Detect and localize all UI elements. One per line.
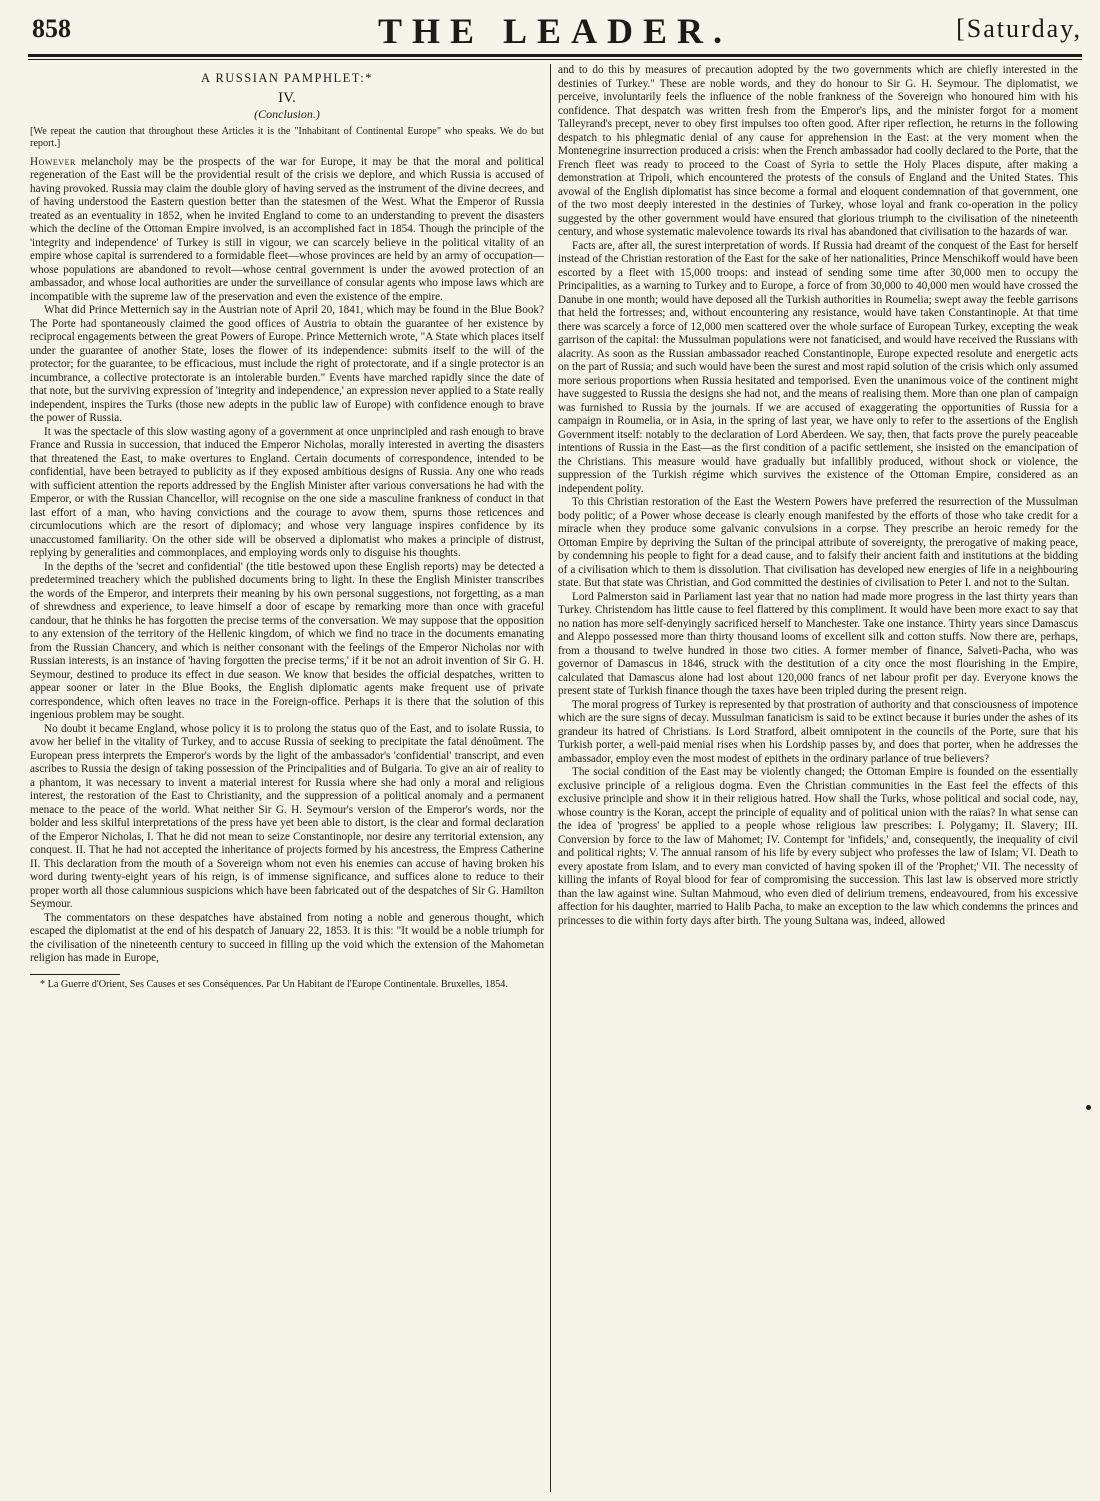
article-part-number: IV. (278, 89, 296, 106)
paragraph: In the depths of the 'secret and confidential' (the title bestowed upon these English reports) may be detected a predetermined treachery which the published documents bring to light. In these the English Minister transcribes the words of the Emperor, and interprets their meaning by his own personal suggestions, not forgetting, as a man of shrewdness and experience, to leave himself a door of escape by remarking more than once with graceful candour, that he thinks he has forgotten the precise terms of the conversation. We may suppose that the opposition to any extension of the territory of the Hellenic kingdom, of which we find no trace in the documents emanating from the Russian Chancery, and which is neither consonant with the feelings of the Emperor Nicholas nor with Russian interests, is an instance of 'having forgotten the precise terms,' if it be not an adroit invention of Sir G. H. Seymour, destined to produce its effect in due season. We know that besides the official despatches, written to appear sooner or later in the Blue Books, the English diplomatic agents make frequent use of private correspondence, which often leaves no trace in the Foreign-office. Perhaps it is there that the solution of this ingenious problem may be sought. (30, 560, 544, 721)
opening-word: However (30, 155, 76, 168)
paragraph-text: melancholy may be the prospects of the war for Europe, it may be that the moral and political regeneration of the East will be the providential result of the crisis we deplore, and which Russia is accused of having provoked. Russia may claim the double glory of having served as the instrument of the divine decrees, and of having understood the Eastern question better than the statesmen of the West. What the Emperor of Russia treated as an eventuality in 1852, when he invited England to come to an understanding to prevent the disasters which the decline of the Ottoman Empire involved, is an accomplished fact in 1854. Though the principle of the 'integrity and independence' of Turkey is still in vigour, we can scarcely believe in the political vitality of an empire whose capital is surrendered to a formidable fleet—whose provinces are held by an army of occupation—whose populations are abandoned to revolt—whose central government is under the avowed protection of an ambassador, and whose local authorities are under the surveillance of consular agents who impose laws which are incompatible with the supreme law of the preservation and even the existence of the empire. (30, 155, 544, 303)
masthead (28, 8, 1082, 52)
page-number: 858 (32, 14, 71, 43)
issue-day: [Saturday, (956, 14, 1082, 43)
paragraph: No doubt it became England, whose policy it is to prolong the status quo of the East, and to isolate Russia, to avow her belief in the vitality of Turkey, and to accuse Russia of seeking to precipitate the fatal dénoûment. The European press interprets the Emperor's words by the light of the ambassador's 'confidential' transcript, and even ascribes to Russia the design of taking possession of the Principalities and of Bulgaria. To give an air of reality to a phantom, it was necessary to invent a material interest for Russia where she had only a moral and religious interest, the restoration of the East to Christianity, and the suppression of a political anomaly and a permanent menace to the peace of the world. What neither Sir G. H. Seymour's version of the Emperor's words, nor the bolder and less skilful interpretations of the press have yet been able to distort, is the clear and formal declaration of the Emperor Nicholas, I. That he did not mean to seize Constantinople, nor desire any territorial extension, any conquest. II. That he had not accepted the inheritance of projects formed by his ancestress, the Empress Catherine II. This declaration from the mouth of a Sovereign whom not even his enemies can accuse of having broken his word during twenty-eight years of his reign, is of immense significance, and suffices alone to reduce to their proper worth all those calumnious suspicions which have been fabricated out of the despatches of Sir G. Hamilton Seymour. (30, 722, 544, 910)
footnote: * La Guerre d'Orient, Ses Causes et ses Conséquences. Par Un Habitant de l'Europe Continentale. Bruxelles, 1854. (40, 978, 508, 990)
column-divider (550, 64, 551, 1492)
paragraph: The social condition of the East may be violently changed; the Ottoman Empire is founded on the essentially exclusive principle of a religious dogma. Even the Christian communities in the East feel the effects of this exclusive principle and show it in their religious hatred. How shall the Turks, whose political and social code, nay, whose country is the Koran, accept the principle of equality and of political union with the raïas? In what sense can the idea of 'progress' be applied to a people whose religious law prescribes: I. Polygamy; II. Slavery; III. Conversion by force to the law of Mahomet; IV. Contempt for 'infidels,' and, consequently, the inequality of civil and political rights; V. The annual ransom of his life by every subject who professes the law of Islam; VI. Death to every apostate from Islam, and to every man convicted of having spoken ill of the 'Prophet;' VII. The necessity of killing the infants of Royal blood for fear of compromising the succession. This last law is observed more strictly than the law against wine. Sultan Mahmoud, who even died of delirium tremens, endeavoured, from his excessive affection for his daughter, married to Halib Pacha, to make an exception to the law which condemns the princes and princesses to die within forty days after birth. The young Sultana was, indeed, allowed (558, 766, 1078, 927)
paragraph: It was the spectacle of this slow wasting agony of a government at once unprincipled and rash enough to brave France and Russia in succession, that induced the Emperor Nicholas, morally interested in averting the disasters that threatened the East, to make overtures to England. Certain documents of correspondence, intended to be confidential, have been betrayed to publicity as if they exposed ambitious designs of Russia. Any one who reads with sufficient attention the reports addressed by the English Minister after various conversations he had with the Emperor, or with the Russian Chancellor, will recognise on the one side a masculine frankness of conduct in that last effort of a man, who having convictions and the courage to avow them, spurns those reticences and circumlocutions which are the resort of diplomacy; and whose very language inspires confidence by its unaccustomed familiarity. On the other side will be observed a diplomatist who makes a principle of distrust, replying by generalities and commonplaces, and employing words only to disguise his thoughts. (30, 425, 544, 559)
article-subtitle: (Conclusion.) (254, 107, 320, 121)
paragraph: The commentators on these despatches have abstained from noting a noble and generous thought, which escaped the diplomatist at the end of his despatch of January 22, 1853. It is this: "It would be a noble triumph for the civilisation of the nineteenth century to succeed in filling up the void which the extension of the Mahometan religion has made in Europe, (30, 911, 544, 964)
editor-note: [We repeat the caution that throughout these Articles it is the "Inhabitant of Continental Europe" who speaks. We do but report.] (30, 125, 544, 149)
margin-dot-mark (1086, 1105, 1091, 1110)
paragraph: The moral progress of Turkey is represented by that prostration of authority and that consciousness of impotence which are the sure signs of decay. Mussulman fanaticism is said to be extinct because it buries under the ashes of its grandeur its hatred of Christians. Is Lord Stratford, albeit omnipotent in the councils of the Porte, sure that his Turkish porter, a well-paid menial rises when his Lordship passes by, and does that porter, when he addresses the ambassador, employ even the most modest of epithets in the ordinary parlance of true believers? (558, 698, 1078, 765)
paragraph: What did Prince Metternich say in the Austrian note of April 20, 1841, which may be found in the Blue Book? The Porte had spontaneously claimed the good offices of Austria to obtain the guarantee of her existence by reciprocal engagements between the great Powers of Europe. Prince Metternich wrote, "A State which places itself under the guarantee of another State, loses the flower of its independence: submits itself to the will of the protector; for the guarantee, to be efficacious, must include the right of protectorate, and if a single protector is an incumbrance, a collective protectorate is an intolerable burden." Events have marched rapidly since the date of that note, but the surviving expression of 'integrity and independence,' an expression never applied to a State really independent, inspires the Turks (those new adepts in the public law of Europe) with confidence enough to brave the power of Russia. (30, 304, 544, 424)
paragraph: Lord Palmerston said in Parliament last year that no nation had made more progress in the last thirty years than Turkey. Christendom has little cause to feel flattered by this compliment. It would have been more exact to say that no nation has more self-denyingly sacrificed herself to Manchester. Take one instance. Thirty years since Damascus and Aleppo possessed more than thirty thousand looms of excellent silk and cotton stuffs. Now there are, perhaps, from a thousand to twelve hundred in those two cities. A former member of finance, Salveti-Pacha, who was governor of Damascus in 1846, struck with the destitution of a city once the most flourishing in the Empire, calculated that Damascus alone had lost about 120,000 francs of net labour profit per day. Everyone knows the present state of Turkish finance though the taxes have been tripled during the present reign. (558, 590, 1078, 697)
paragraph (30, 156, 544, 305)
masthead-rule-thin (28, 59, 1082, 60)
footnote-rule (30, 974, 120, 975)
newspaper-title: THE LEADER. (377, 11, 733, 51)
left-column (30, 64, 544, 1492)
paragraph: and to do this by measures of precaution adopted by the two governments which are chiefly interested in the destinies of Turkey." These are noble words, and they do honour to Sir G. H. Seymour. The diplomatist, we perceive, involuntarily feels the influence of the noble frankness of the Sovereign who honoured him with his confidence. That despatch was written fresh from the Emperor's lips, and the minister forgot for a moment Talleyrand's precept, never to obey first impulses too often good. After riper reflection, he returns in the following despatch to his phlegmatic denial of any cause for apprehension in the East: at the very moment when the Montenegrine insurrection produced a crisis: when the French ambassador had coolly declared to the Porte, that the French fleet was ready to proceed to the Coast of Syria to settle the Holy Places dispute, after making a demonstration at Tripoli, which encountered the protests of the consuls of England and the United States. This avowal of the English diplomatist has since become a formal and eloquent condemnation of that government, one of the two most deeply interested in the destinies of Turkey, whose loyal and frank co-operation in the policy suggested by the other government would have ensured that glorious triumph to the civilisation of the nineteenth century, and whose systematic malevolence towards its rival has abandoned that civilisation to the hazards of war. (558, 64, 1078, 238)
masthead-rule-thick (28, 54, 1082, 57)
paragraph: Facts are, after all, the surest interpretation of words. If Russia had dreamt of the conquest of the East for herself instead of the Christian restoration of the East for the sake of her nationalities, Prince Menschikoff would have been escorted by a fleet with 15,000 troops: and instead of sending some time after 30,000 men to occupy the Principalities, as a warning to Turkey and to Europe, a force of from 30,000 to 40,000 men would have crossed the Danube in one month; would have deposed all the Turkish authorities in Roumelia; swept away the feeble garrisons that held the fortresses; and, without encountering any resistance, would have taken Constantinople. At that time there was scarcely a force of 12,000 men scattered over the whole surface of European Turkey, excepting the weak garrison of the capital: the Mussulman populations were not fanaticised, and would have received the Russians with alacrity. As soon as the Russian ambassador reached Constantinople, Europe expected resolute and energetic acts on the part of Russia; and such would have been the surest and most rapid solution of the crisis which only assumed more serious proportions when Russia hesitated and temporised. Even the unanimous voice of the continent might have suggested to Russia the designs she had not, and the means of realising them. More than one plan of campaign was furnished to Russia by the journals. If we are accused of exaggerating the opportunities of Russia for a campaign in Roumelia, or in Asia, in the spring of last year, we have only to refer to the assertions of the English Government itself: notably to the declaration of Lord Aberdeen. We say, then, that facts prove the purely peaceable intentions of Russia in the East—as the first condition of a pacific settlement, she insisted on the emancipation of the Christians. This measure would have gradually but infallibly produced, without shock or violence, the suppression of the Turkish régime which survives the existence of the Ottoman Empire, considered as an independent polity. (558, 239, 1078, 495)
right-column (558, 64, 1078, 1492)
article-title: A RUSSIAN PAMPHLET:* (200, 71, 373, 85)
paragraph: To this Christian restoration of the East the Western Powers have preferred the resurrection of the Mussulman body politic; of a Power whose decease is clearly enough manifested by the efforts of those who take credit for a miracle when they produce some galvanic convulsions in a corpse. They prescribe an heroic remedy for the Ottoman Empire by depriving the Sultan of the principal attribute of sovereignty, the prerogative of making peace, by condemning his people to fight for a dead cause, and to falsify their ancient faith and institutions at the bidding of a civilisation which to them is dissolution. That civilisation has developed new energies of life in a neighbouring state. But that state was Christian, and God committed the destinies of civilisation to Peter I. and not to the Sultan. (558, 496, 1078, 589)
